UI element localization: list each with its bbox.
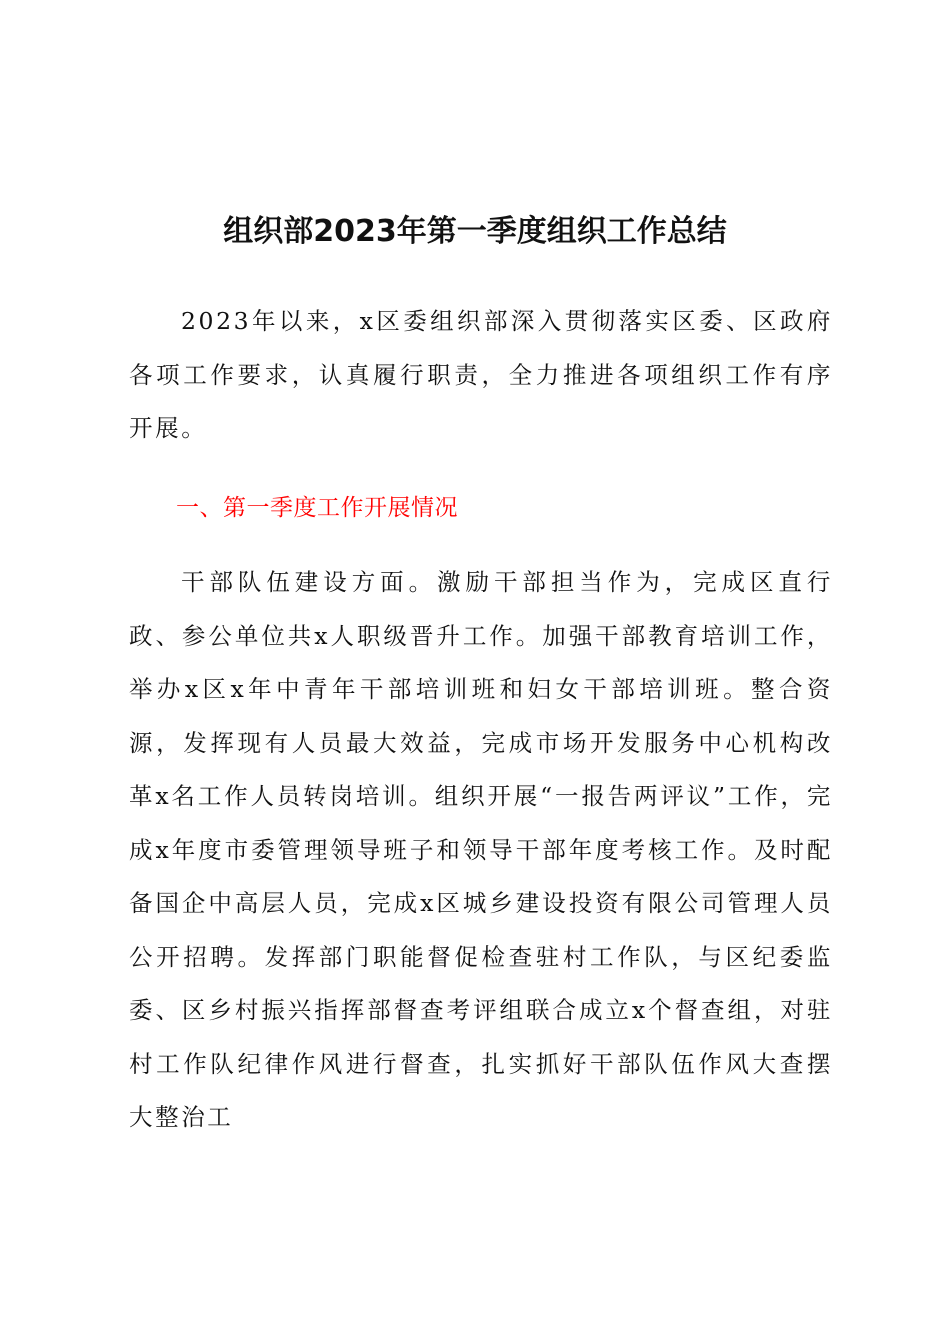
section-heading: 一、第一季度工作开展情况 bbox=[176, 495, 458, 521]
section-paragraph: 干部队伍建设方面。激励干部担当作为，完成区直行政、参公单位共x人职级晋升工作。加强干部教育培训工作，举办x区x年中青年干部培训班和妇女干部培训班。整合资源，发挥现有人员最大效益，完成市场开发服务中心机构改革x名工作人员转岗培训。组织开展“一报告两评议”工作，完成x年度市委管理领导班子和领导干部年度考核工作。及时配备国企中高层人员，完成x区城乡建设投资有限公司管理人员公开招聘。发挥部门职能督促检查驻村工作队，与区纪委监委、区乡村振兴指挥部督查考评组联合成立x个督查组，对驻村工作队纪律作风进行督查，扎实抓好干部队伍作风大查摆大整治工 bbox=[129, 568, 833, 1131]
document-title: 组织部2023年第一季度组织工作总结 bbox=[223, 214, 727, 249]
intro-paragraph: 2023年以来，x区委组织部深入贯彻落实区委、区政府各项工作要求，认真履行职责，全力推进各项组织工作有序开展。 bbox=[129, 307, 833, 442]
